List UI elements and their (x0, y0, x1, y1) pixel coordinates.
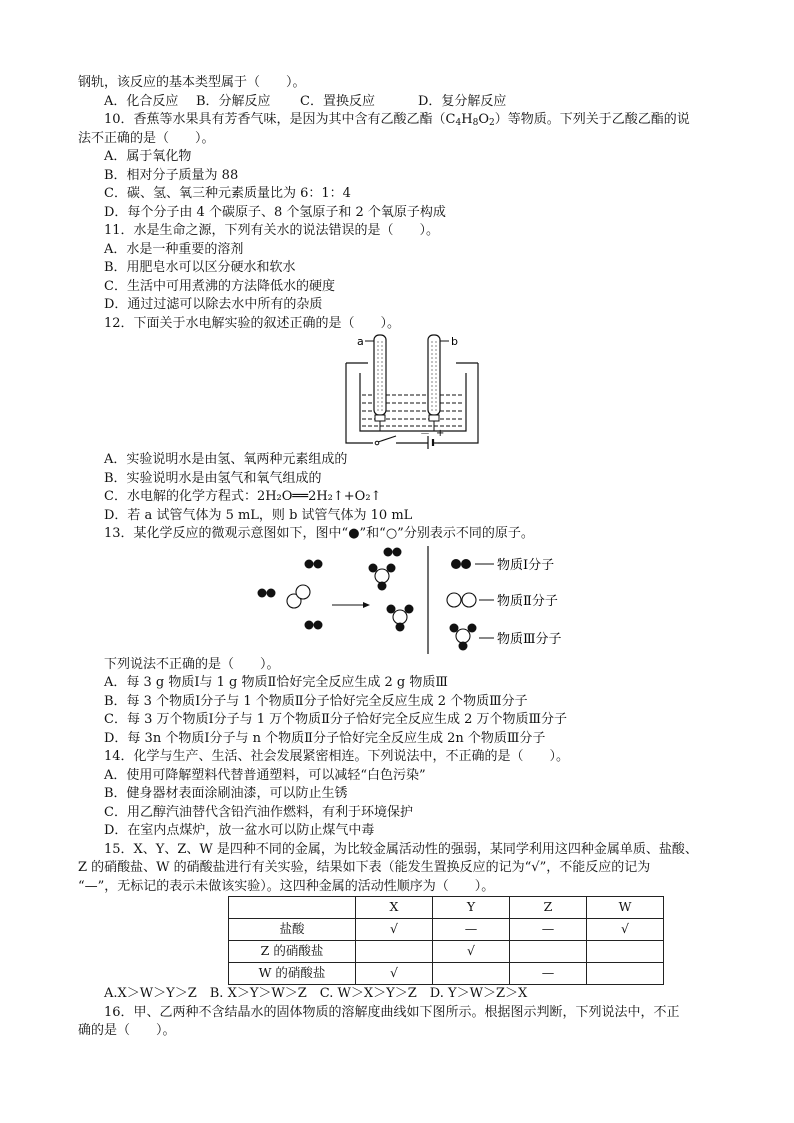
q12-stem: 12．下面关于水电解实验的叙述正确的是（ ）。 (104, 315, 401, 331)
q15-stem-line3: “—”，无标记的表示未做该实验）。这四种金属的活动性顺序为（ ）。 (78, 878, 495, 894)
q10-option-d: D．每个分子由 4 个碳原子、8 个氢原子和 2 个氧原子构成 (104, 204, 446, 220)
legend-molecule-iii (450, 623, 477, 650)
formula-sub: 2 (488, 118, 495, 128)
q9-option-c: C．置换反应 (300, 93, 375, 109)
table-row (229, 963, 664, 985)
q14-option-d: D．在室内点煤炉，放一盆水可以防止煤气中毒 (104, 823, 375, 838)
reaction-diagram (78, 544, 718, 656)
plus-sign: + (436, 428, 445, 439)
table-cell: √ (356, 919, 433, 941)
q14-option-c: C．用乙醇汽油替代含铅汽油作燃料，有利于环境保护 (104, 804, 413, 820)
table-cell: — (433, 919, 510, 941)
legend-label-iii: 物质Ⅲ分子 (497, 631, 562, 647)
q10-option-a: A．属于氧化物 (104, 149, 192, 164)
table-cell: — (510, 963, 587, 985)
q12-option-d: D．若 a 试管气体为 5 mL，则 b 试管气体为 10 mL (104, 507, 413, 523)
q9-options (78, 93, 718, 112)
q13-stem: 13．某化学反应的微观示意图如下，图中“●”和“○”分别表示不同的原子。 (104, 526, 534, 541)
electrolysis-apparatus (78, 333, 718, 451)
exam-page (78, 74, 718, 1041)
legend-molecule-i (451, 559, 471, 569)
q15-stem-line2: Z 的硝酸盐、W 的硝酸盐进行有关实验，结果如下表（能发生置换反应的记为“√”，不能反应的记为 (78, 860, 651, 875)
table-cell (587, 963, 664, 985)
q9-stem: 钢轨，该反应的基本类型属于（ ）。 (78, 75, 306, 90)
table-header-row (229, 897, 664, 919)
electrolysis-figure (78, 333, 718, 451)
q12-option-c: C．水电解的化学方程式：2H₂O══2H₂↑+O₂↑ (104, 489, 382, 504)
legend-label-i: 物质Ⅰ分子 (497, 557, 555, 573)
q11-option-a: A．水是一种重要的溶剂 (104, 241, 244, 257)
table-cell (356, 941, 433, 963)
q15-options: A.X＞W＞Y＞Z B. X＞Y＞W＞Z C. W＞X＞Y＞Z D. Y＞W＞Z＞X (104, 986, 528, 1001)
q12-option-b: B．实验说明水是由氢气和氧气组成的 (104, 470, 322, 486)
formula-part: O (478, 112, 489, 127)
q10-option-b: B．相对分子质量为 88 (104, 167, 239, 183)
q13-option-d: D．每 3n 个物质Ⅰ分子与 n 个物质Ⅱ分子恰好完全反应生成 2n 个物质Ⅲ分子 (104, 730, 546, 746)
table-header-cell: Z (510, 897, 587, 919)
formula-sub: 4 (455, 118, 462, 128)
table-cell: √ (356, 963, 433, 985)
table-cell: √ (587, 919, 664, 941)
formula-sub: 8 (472, 118, 479, 128)
table-cell: Z 的硝酸盐 (229, 941, 356, 963)
q11-option-d: D．通过过滤可以除去水中所有的杂质 (104, 297, 323, 312)
q16-stem-line2: 确的是（ ）。 (78, 1023, 176, 1038)
q16-stem-line1: 16．甲、乙两种不含结晶水的固体物质的溶解度曲线如下图所示。根据图示判断，下列说法中，不正 (104, 1004, 680, 1020)
legend-molecule-ii (447, 593, 476, 607)
q14-option-b: B．健身器材表面涂刷油漆，可以防止生锈 (104, 786, 348, 801)
table-row (229, 919, 664, 941)
q15-stem-line1: 15．X、Y、Z、W 是四种不同的金属，为比较金属活动性的强弱，某同学利用这四种金属单质、盐酸、 (104, 841, 698, 857)
q10-stem-b: ）等物质。下列关于乙酸乙酯的说 (494, 112, 690, 127)
table-header-cell: Y (433, 897, 510, 919)
table-header-cell: W (587, 897, 664, 919)
reaction-figure (78, 544, 718, 656)
q9-option-d: D．复分解反应 (418, 93, 507, 109)
q10-option-c: C．碳、氢、氧三种元素质量比为 6：1：4 (104, 186, 351, 201)
table-cell: — (510, 919, 587, 941)
molecule-i-leftover (384, 547, 402, 556)
q12-option-a: A．实验说明水是由氢、氧两种元素组成的 (104, 452, 348, 467)
q13-sub-stem: 下列说法不正确的是（ ）。 (104, 656, 280, 672)
q13-option-b: B．每 3 个物质Ⅰ分子与 1 个物质Ⅱ分子恰好完全反应生成 2 个物质Ⅲ分子 (104, 693, 528, 709)
q14-option-a: A．使用可降解塑料代替普通塑料，可以减轻“白色污染” (104, 767, 426, 783)
q10-stem-line1 (78, 111, 718, 130)
q9-option-a: A．化合反应 (104, 93, 179, 109)
formula-part: H (461, 112, 473, 127)
molecule-ii (287, 585, 310, 608)
legend-label-ii: 物质Ⅱ分子 (497, 593, 558, 609)
results-table (228, 896, 664, 985)
q11-option-c: C．生活中可用煮沸的方法降低水的硬度 (104, 278, 335, 294)
q11-stem: 11．水是生命之源，下列有关水的说法错误的是（ ）。 (104, 223, 440, 238)
table-row (229, 941, 664, 963)
table-cell (587, 941, 664, 963)
q10-stem-line2: 法不正确的是（ ）。 (78, 130, 215, 146)
minus-sign: － (420, 429, 430, 440)
label-b: b (451, 335, 458, 348)
table-cell: 盐酸 (229, 919, 356, 941)
table-cell: W 的硝酸盐 (229, 963, 356, 985)
table-cell (433, 963, 510, 985)
label-a: a (357, 335, 364, 348)
q9-option-b: B．分解反应 (196, 93, 271, 109)
q13-option-a: A．每 3 g 物质Ⅰ与 1 g 物质Ⅱ恰好完全反应生成 2 g 物质Ⅲ (104, 675, 448, 690)
molecule-i (258, 559, 323, 629)
table-header-cell: X (356, 897, 433, 919)
table-header-cell (229, 897, 356, 919)
table-cell (510, 941, 587, 963)
q10-stem-a: 10．香蕉等水果具有芳香气味，是因为其中含有乙酸乙酯（C (104, 112, 456, 127)
q11-option-b: B．用肥皂水可以区分硬水和软水 (104, 260, 296, 275)
table-cell: √ (433, 941, 510, 963)
q14-stem: 14．化学与生产、生活、社会发展紧密相连。下列说法中，不正确的是（ ）。 (104, 749, 570, 764)
molecule-iii-1 (369, 563, 396, 590)
q13-option-c: C．每 3 万个物质Ⅰ分子与 1 万个物质Ⅱ分子恰好完全反应生成 2 万个物质Ⅲ分子 (104, 712, 568, 727)
molecule-iii-2 (387, 604, 414, 631)
